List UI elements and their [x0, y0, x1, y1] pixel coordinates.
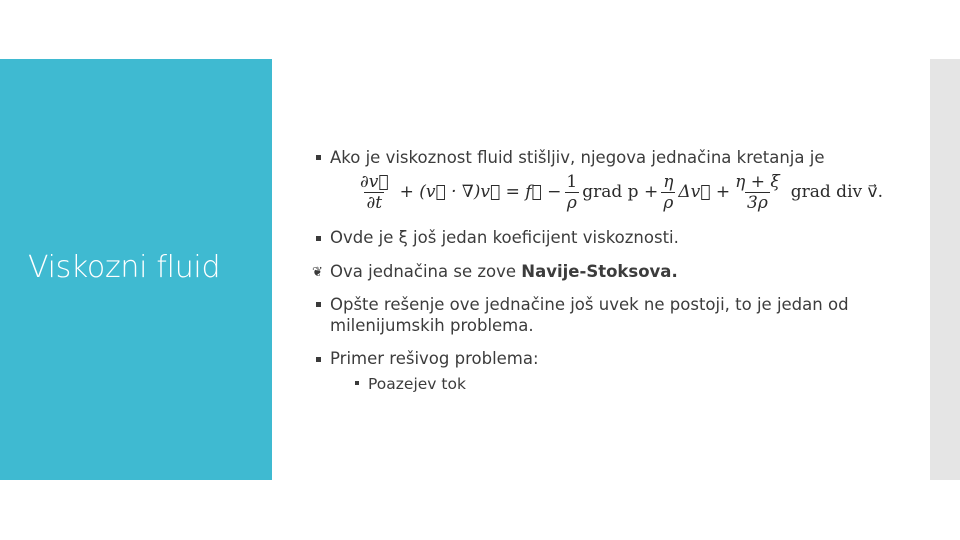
emphasis-text: Navije-Stoksova.: [521, 262, 678, 281]
fraction: $\frac{\eta + \xi}{3\rho}$: [735, 171, 780, 213]
bullet-text: Opšte rešenje ove jednačine još uvek ne postoji, to je jedan od: [330, 295, 849, 314]
bullet-text: milenijumskih problema.: [330, 316, 534, 335]
bullet-marker: [316, 155, 321, 160]
bullet-marker: [316, 236, 321, 241]
formula-term: + (v⃗ · ∇)v⃗ = f⃗ −: [399, 182, 562, 202]
formula-term: grad p +: [582, 182, 659, 202]
bullet-text: Ova jednačina se zove Navije-Stoksova.: [330, 262, 678, 281]
fraction: $\frac{\eta}{\rho}$: [663, 171, 674, 213]
fraction: $\frac{\partial v⃗}{\partial t}$: [360, 171, 389, 213]
fraction: $\frac{1}{\rho}$: [566, 171, 578, 213]
formula-term: Δv⃗ +: [678, 182, 731, 202]
sub-bullet-text: Poazejev tok: [368, 375, 466, 393]
navier-stokes-formula: [355, 166, 883, 218]
formula-term: grad div v⃗.: [790, 182, 883, 202]
bullet-marker: [316, 357, 321, 362]
bullet-text: Ovde je ξ još jedan koeficijent viskoznosti.: [330, 228, 679, 247]
sub-bullet-marker: [355, 381, 359, 385]
slide-title: Viskozni fluid: [28, 250, 221, 285]
bullet-marker: [316, 302, 321, 307]
bullet-text: Ako je viskoznost fluid stišljiv, njegova jednačina kretanja je: [330, 148, 825, 167]
scrollbar[interactable]: [930, 59, 960, 480]
fern-bullet-icon: ❦: [312, 265, 323, 280]
bullet-text: Primer rešivog problema:: [330, 349, 539, 368]
